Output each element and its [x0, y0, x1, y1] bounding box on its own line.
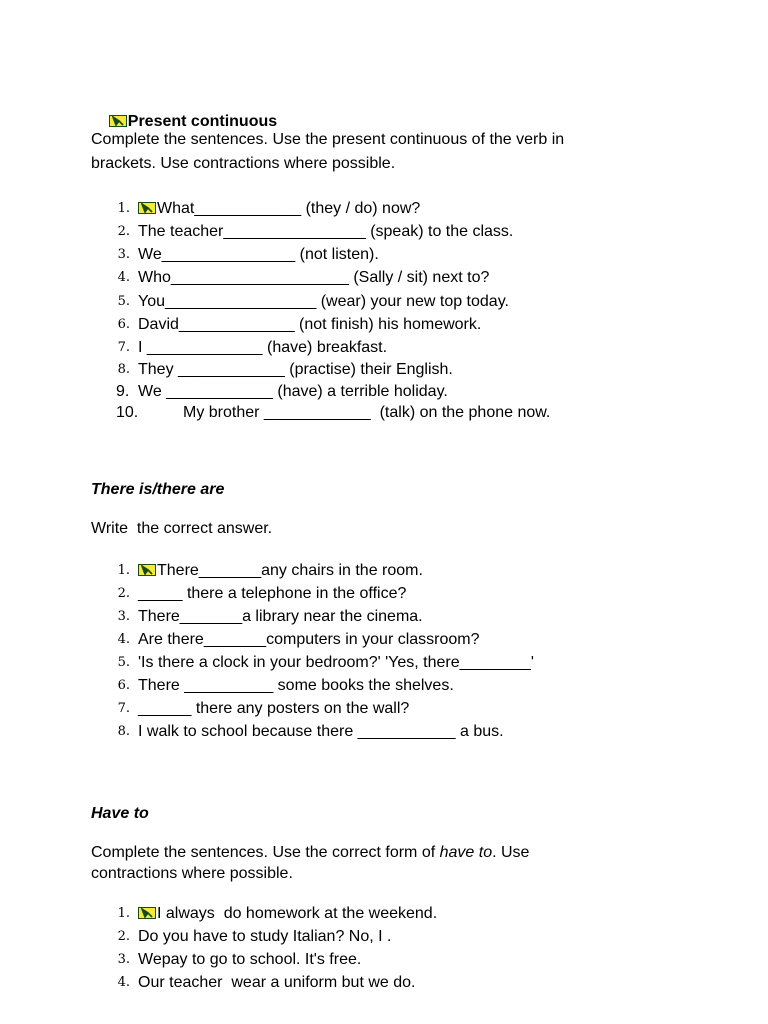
list-item: Do you have to study Italian? No, I .: [138, 928, 392, 945]
list-number: 2.: [117, 586, 130, 601]
list-number: 5.: [117, 294, 130, 309]
section1-instructions-line2: brackets. Use contractions where possible.: [91, 155, 396, 172]
list-item: ______ there any posters on the wall?: [138, 700, 410, 717]
list-number: 1.: [117, 906, 130, 921]
list-number: 9.: [116, 383, 130, 400]
section3-instructions-line2: contractions where possible.: [91, 865, 293, 882]
pencil-bullet-icon: [138, 907, 156, 919]
section-title-have-to: Have to: [91, 805, 149, 822]
pencil-bullet-icon: [138, 564, 156, 576]
section2-instructions: Write the correct answer.: [91, 520, 273, 537]
list-item: 'Is there a clock in your bedroom?' 'Yes, there________': [138, 654, 534, 671]
list-item: Who____________________ (Sally / sit) next to?: [138, 269, 490, 286]
list-item: _____ there a telephone in the office?: [138, 585, 407, 602]
list-number: 3.: [117, 247, 130, 262]
list-item: I walk to school because there ___________ a bus.: [138, 723, 504, 740]
list-item: Are there_______computers in your classroom?: [138, 631, 480, 648]
list-item: We ____________ (have) a terrible holiday.: [138, 383, 448, 400]
section1-instructions-line1: Complete the sentences. Use the present continuous of the verb in: [91, 131, 565, 148]
list-number: 2.: [117, 929, 130, 944]
list-item: My brother ____________ (talk) on the phone now.: [183, 404, 551, 421]
section3-instructions-line1: Complete the sentences. Use the correct form of have to. Use: [91, 844, 530, 861]
pencil-bullet-icon: [138, 202, 156, 214]
list-item: I _____________ (have) breakfast.: [138, 339, 388, 356]
list-number: 2.: [117, 224, 130, 239]
list-number: 3.: [117, 952, 130, 967]
list-number: 7.: [117, 701, 130, 716]
pencil-bullet-icon: [109, 115, 127, 127]
list-item: There_______a library near the cinema.: [138, 608, 423, 625]
list-item: Our teacher wear a uniform but we do.: [138, 974, 416, 991]
list-number: 7.: [117, 340, 130, 355]
list-item: David_____________ (not finish) his homework.: [138, 316, 482, 333]
list-number: 1.: [117, 563, 130, 578]
list-item: You_________________ (wear) your new top today.: [138, 293, 509, 310]
list-item: They ____________ (practise) their English.: [138, 361, 453, 378]
section-title-there-is-there-are: There is/there are: [91, 481, 225, 498]
list-item: Wepay to go to school. It's free.: [138, 951, 362, 968]
list-number: 4.: [117, 270, 130, 285]
list-number: 4.: [117, 975, 130, 990]
list-number: 8.: [117, 724, 130, 739]
list-number: 6.: [117, 678, 130, 693]
list-item: I always do homework at the weekend.: [138, 904, 437, 924]
list-number: 1.: [117, 201, 130, 216]
list-number: 4.: [117, 632, 130, 647]
list-number: 3.: [117, 609, 130, 624]
list-number: 10.: [116, 404, 139, 421]
section-title-present-continuous: Present continuous: [91, 92, 277, 152]
list-number: 8.: [117, 362, 130, 377]
list-item: There __________ some books the shelves.: [138, 677, 454, 694]
list-item: What____________ (they / do) now?: [138, 199, 420, 219]
list-item: We_______________ (not listen).: [138, 246, 379, 263]
list-number: 6.: [117, 317, 130, 332]
list-item: The teacher________________ (speak) to the class.: [138, 223, 514, 240]
list-number: 5.: [117, 655, 130, 670]
list-item: There_______any chairs in the room.: [138, 561, 423, 581]
